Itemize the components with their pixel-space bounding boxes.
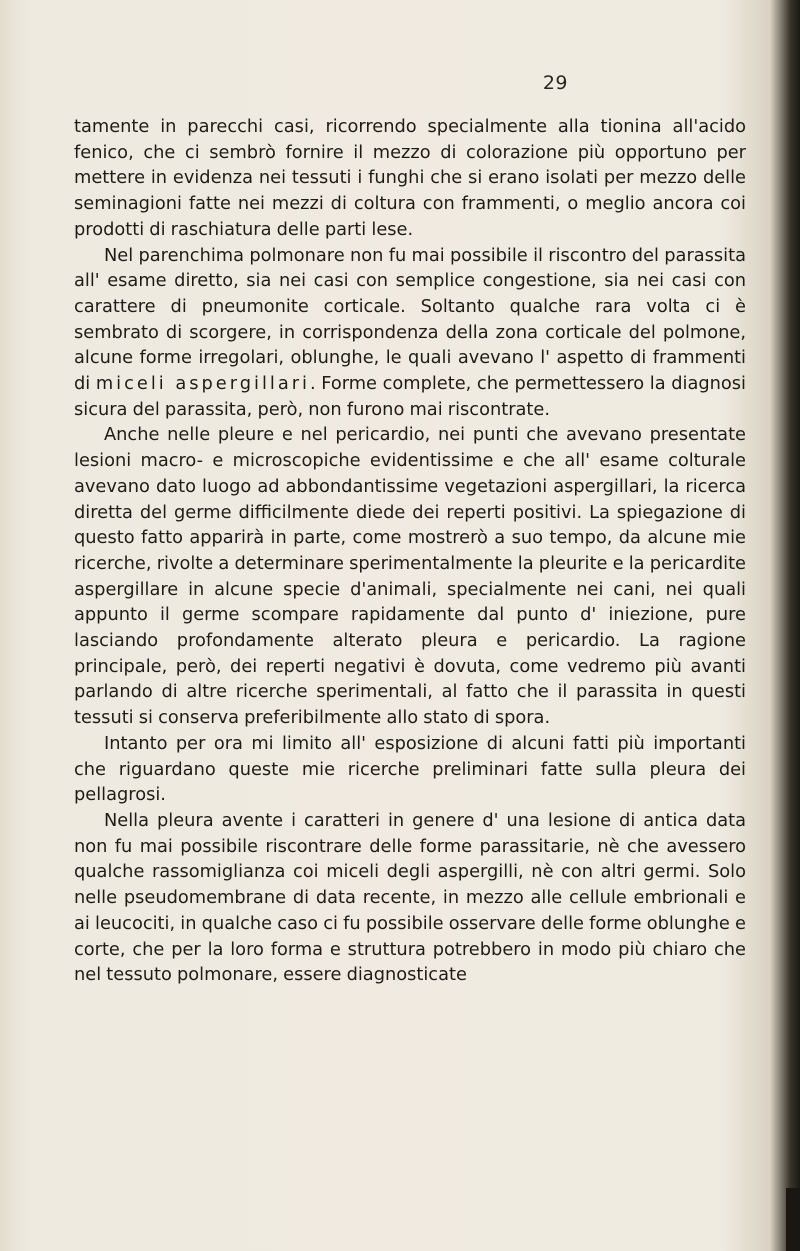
paragraph-2-text-a: Nel parenchima polmonare non fu mai possibile il riscontro del parassita all' esame diretto, sia nei casi con semplice congestione, sia nei casi con carattere di pneumonite corticale. Soltanto qualche rara volta ci è sembrato di scorgere, in corrispondenza della zona corticale del polmone, alcune forme irregolari, oblunghe, le quali avevano l' aspetto di frammenti di [74, 244, 746, 395]
paragraph-3-text: Anche nelle pleure e nel pericardio, nei punti che avevano presentate lesioni macro- e microscopiche evidentissime e che all' esame colturale avevano dato luogo ad abbondantissime vegetazioni aspergillari, la ricerca diretta del germe difficilmente diede dei reperti positivi. La spiegazione di questo fatto apparirà in parte, come mostrerò a suo tempo, da alcune mie ricerche, rivolte a determinare sperimentalmente la pleurite e la pericardite aspergillare in alcune specie d'animali, specialmente nei cani, nei quali appunto il germe scompare rapidamente dal punto d' iniezione, pure lasciando profondamente alterato pleura e pericardio. La ragione principale, però, dei reperti negativi è dovuta, come vedremo più avanti parlando di altre ricerche sperimentali, al fatto che il parassita in questi tessuti si conserva preferibilmente allo stato di spora. [74, 424, 746, 729]
page-edge-shadow [786, 1188, 800, 1251]
body-text [74, 114, 746, 988]
paragraph-1 [74, 114, 746, 243]
paragraph-5-text: Nella pleura avente i caratteri in genere d' una lesione di antica data non fu mai possibile riscontrare delle forme parassitarie, nè che avessero qualche rassomiglianza coi miceli degli aspergilli, nè con altri germi. Solo nelle pseudomembrane di data recente, in mezzo alle cellule embrionali e ai leucociti, in qualche caso ci fu possibile osservare delle forme oblunghe e corte, che per la loro forma e struttura potrebbero in modo più chiaro che nel tessuto polmonare, essere diagnosticate [74, 809, 746, 986]
paragraph-2-text-b: . Forme complete, che permettessero la diagnosi sicura del parassita, però, non furono mai riscontrate. [74, 373, 746, 420]
paragraph-5 [74, 808, 746, 988]
paragraph-4 [74, 731, 746, 808]
paragraph-3 [74, 422, 746, 730]
paragraph-1-text: tamente in parecchi casi, ricorrendo specialmente alla tionina all'acido fenico, che ci sembrò fornire il mezzo di colorazione più opportuno per mettere in evidenza nei tessuti i funghi che si erano isolati per mezzo delle seminagioni fatte nei mezzi di coltura con frammenti, o meglio ancora coi prodotti di raschiatura delle parti lese. [74, 116, 746, 240]
paragraph-2 [74, 243, 746, 423]
page-number: 29 [542, 72, 568, 94]
paragraph-4-text: Intanto per ora mi limito all' esposizione di alcuni fatti più importanti che riguardano queste mie ricerche preliminari fatte sulla pleura dei pellagrosi. [74, 732, 746, 806]
paragraph-2-emphasis: miceli aspergillari [95, 373, 310, 395]
